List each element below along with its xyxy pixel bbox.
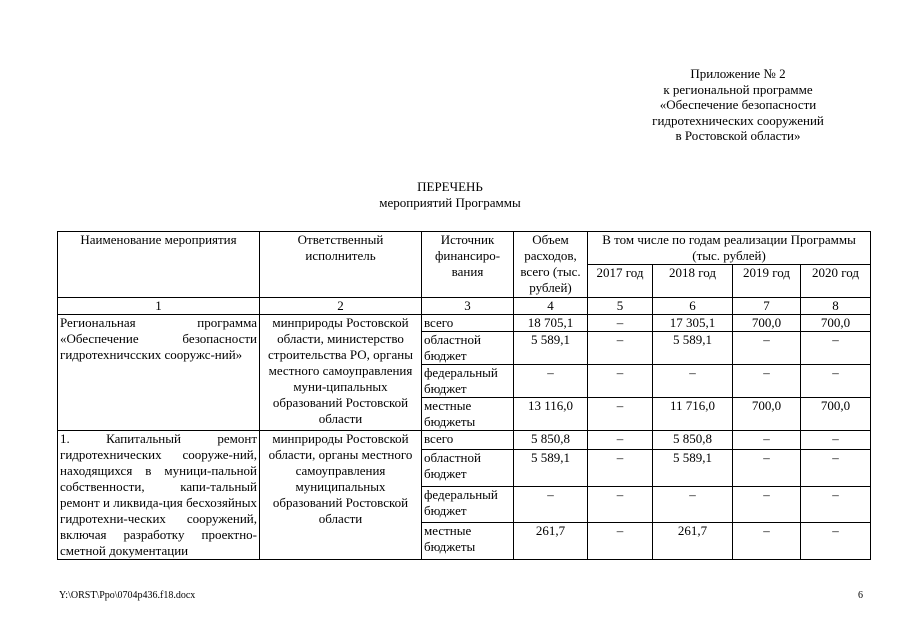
year-value: – (733, 431, 801, 450)
document-heading (300, 179, 600, 211)
header-name: Наименование мероприятия (58, 232, 260, 298)
year-value: – (801, 523, 871, 560)
year-value: – (801, 431, 871, 450)
funding-source: местные бюджеты (422, 398, 514, 431)
year-value: – (588, 523, 653, 560)
year-value: – (733, 523, 801, 560)
funding-source: федеральный бюджет (422, 365, 514, 398)
year-value: 700,0 (801, 398, 871, 431)
year-value: – (733, 449, 801, 486)
appendix-block (600, 66, 876, 144)
file-path-footer: Y:\ORST\Ppo\0704p436.f18.docx (59, 590, 196, 601)
column-number: 3 (422, 298, 514, 315)
funding-source: всего (422, 315, 514, 332)
appendix-line: в Ростовской области» (675, 128, 801, 143)
year-value: 11 716,0 (653, 398, 733, 431)
header-by-years: В том числе по годам реализации Программы (тыс. рублей) (588, 232, 871, 265)
column-number: 6 (653, 298, 733, 315)
appendix-line: гидротехнических сооружений (652, 112, 824, 128)
year-value: – (733, 332, 801, 365)
measure-name: Региональная программа «Обеспечение безопасности гидротехничсских сооружс-ний» (58, 315, 260, 431)
header-year: 2017 год (588, 265, 653, 298)
header-source: Источник финансиро-вания (422, 232, 514, 298)
year-value: – (801, 332, 871, 365)
year-value: – (588, 398, 653, 431)
header-year: 2019 год (733, 265, 801, 298)
column-number: 8 (801, 298, 871, 315)
funding-source: областной бюджет (422, 449, 514, 486)
total-value: 5 850,8 (514, 431, 588, 450)
year-value: – (653, 486, 733, 523)
funding-source: всего (422, 431, 514, 450)
appendix-line: «Обеспечение безопасности (659, 97, 817, 112)
year-value: – (653, 365, 733, 398)
appendix-line: к региональной программе (663, 81, 813, 97)
year-value: 5 850,8 (653, 431, 733, 450)
year-value: 700,0 (733, 398, 801, 431)
document-subtitle: мероприятий Программы (379, 195, 521, 210)
total-value: 5 589,1 (514, 449, 588, 486)
year-value: – (801, 486, 871, 523)
year-value: 261,7 (653, 523, 733, 560)
header-year: 2020 год (801, 265, 871, 298)
year-value: – (733, 486, 801, 523)
year-value: – (588, 332, 653, 365)
funding-source: областной бюджет (422, 332, 514, 365)
measure-name: 1. Капитальный ремонт гидротехнических сооруже-ний, находящихся в муници-пальной собственности, капи-тальный ремонт и ликвида-ция бесхозяйных гидротехни-ческих сооружений, включая разработку проектно-сметной документации (58, 431, 260, 560)
total-value: 18 705,1 (514, 315, 588, 332)
measure-executor: минприроды Ростовской области, органы местного самоуправления муниципальных образований Ростовской области (260, 431, 422, 560)
total-value: 5 589,1 (514, 332, 588, 365)
column-number: 4 (514, 298, 588, 315)
year-value: 5 589,1 (653, 449, 733, 486)
year-value: – (588, 431, 653, 450)
total-value: – (514, 365, 588, 398)
table-row (58, 431, 871, 450)
year-value: 5 589,1 (653, 332, 733, 365)
header-total: Объем расходов, всего (тыс. рублей) (514, 232, 588, 298)
year-value: – (801, 449, 871, 486)
funding-source: федеральный бюджет (422, 486, 514, 523)
year-value: 17 305,1 (653, 315, 733, 332)
column-number: 7 (733, 298, 801, 315)
total-value: – (514, 486, 588, 523)
column-numbers-row (58, 298, 871, 315)
document-title: ПЕРЕЧЕНЬ (417, 179, 483, 194)
measures-table (57, 231, 871, 560)
column-number: 2 (260, 298, 422, 315)
total-value: 13 116,0 (514, 398, 588, 431)
measure-executor: минприроды Ростовской области, министерство строительства РО, органы местного самоуправления муни-ципальных образований Ростовской области (260, 315, 422, 431)
year-value: – (588, 315, 653, 332)
table-header-row (58, 232, 871, 265)
page-number: 6 (858, 590, 863, 601)
column-number: 5 (588, 298, 653, 315)
year-value: 700,0 (801, 315, 871, 332)
year-value: – (588, 449, 653, 486)
total-value: 261,7 (514, 523, 588, 560)
header-year: 2018 год (653, 265, 733, 298)
header-executor: Ответственный исполнитель (260, 232, 422, 298)
appendix-line: Приложение № 2 (690, 66, 786, 81)
year-value: – (801, 365, 871, 398)
year-value: 700,0 (733, 315, 801, 332)
year-value: – (588, 486, 653, 523)
column-number: 1 (58, 298, 260, 315)
funding-source: местные бюджеты (422, 523, 514, 560)
year-value: – (588, 365, 653, 398)
table-row (58, 315, 871, 332)
year-value: – (733, 365, 801, 398)
